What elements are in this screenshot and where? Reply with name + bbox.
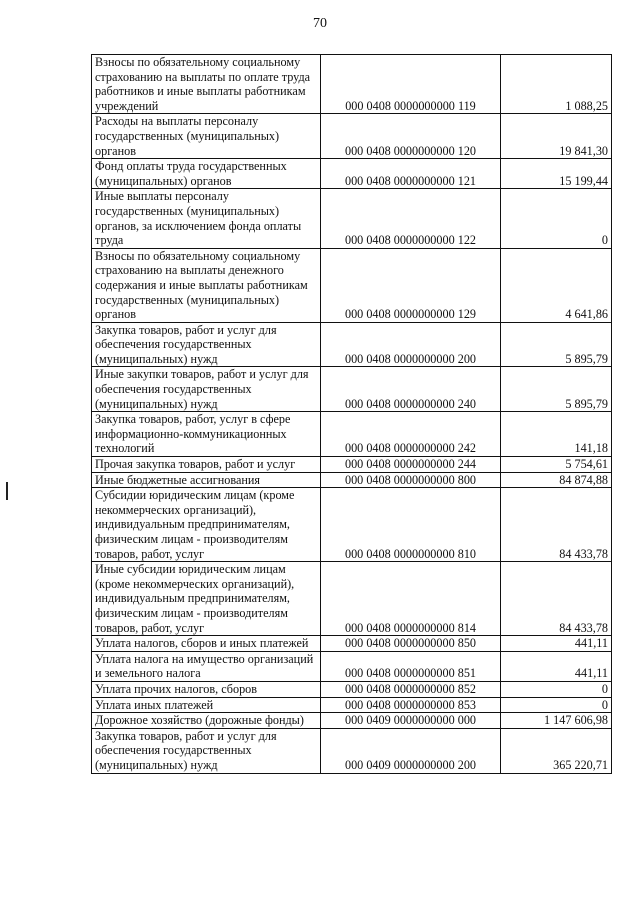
row-code: 000 0408 0000000000 129	[321, 248, 501, 322]
row-name: Фонд оплаты труда государственных (муниципальных) органов	[92, 159, 321, 189]
row-sum: 141,18	[501, 412, 612, 457]
row-sum: 19 841,30	[501, 114, 612, 159]
row-sum: 5 754,61	[501, 457, 612, 473]
table-row	[92, 713, 612, 729]
row-sum: 441,11	[501, 651, 612, 681]
row-code: 000 0408 0000000000 119	[321, 55, 501, 114]
row-code: 000 0408 0000000000 200	[321, 322, 501, 367]
table-row	[92, 651, 612, 681]
row-sum: 84 874,88	[501, 472, 612, 488]
row-sum: 1 147 606,98	[501, 713, 612, 729]
row-sum: 15 199,44	[501, 159, 612, 189]
row-name: Уплата налогов, сборов и иных платежей	[92, 636, 321, 652]
row-code: 000 0408 0000000000 853	[321, 697, 501, 713]
row-code: 000 0408 0000000000 121	[321, 159, 501, 189]
row-name: Уплата прочих налогов, сборов	[92, 681, 321, 697]
table-row	[92, 681, 612, 697]
row-code: 000 0408 0000000000 244	[321, 457, 501, 473]
row-name: Субсидии юридическим лицам (кроме некоммерческих организаций), индивидуальным предпринимателям, физическим лицам - производителям товаров, работ, услуг	[92, 488, 321, 562]
row-name: Закупка товаров, работ и услуг для обеспечения государственных (муниципальных) нужд	[92, 322, 321, 367]
row-sum: 5 895,79	[501, 322, 612, 367]
row-name: Иные закупки товаров, работ и услуг для обеспечения государственных (муниципальных) нужд	[92, 367, 321, 412]
row-sum: 4 641,86	[501, 248, 612, 322]
row-name: Иные бюджетные ассигнования	[92, 472, 321, 488]
table-row	[92, 488, 612, 562]
row-name: Уплата иных платежей	[92, 697, 321, 713]
table-row	[92, 457, 612, 473]
row-sum: 0	[501, 189, 612, 248]
row-code: 000 0409 0000000000 200	[321, 728, 501, 773]
row-code: 000 0408 0000000000 240	[321, 367, 501, 412]
row-sum: 0	[501, 681, 612, 697]
row-sum: 441,11	[501, 636, 612, 652]
table-row	[92, 728, 612, 773]
row-sum: 1 088,25	[501, 55, 612, 114]
row-sum: 84 433,78	[501, 562, 612, 636]
row-name: Прочая закупка товаров, работ и услуг	[92, 457, 321, 473]
row-name: Иные выплаты персоналу государственных (муниципальных) органов, за исключением фонда оплаты труда	[92, 189, 321, 248]
budget-table	[91, 54, 612, 774]
row-name: Закупка товаров, работ, услуг в сфере информационно-коммуникационных технологий	[92, 412, 321, 457]
row-code: 000 0408 0000000000 852	[321, 681, 501, 697]
row-name: Взносы по обязательному социальному страхованию на выплаты денежного содержания и иные выплаты работникам государственных (муниципальных) органов	[92, 248, 321, 322]
row-sum: 84 433,78	[501, 488, 612, 562]
row-code: 000 0408 0000000000 814	[321, 562, 501, 636]
budget-table-body	[92, 55, 612, 774]
row-sum: 365 220,71	[501, 728, 612, 773]
table-row	[92, 412, 612, 457]
row-sum: 0	[501, 697, 612, 713]
row-name: Дорожное хозяйство (дорожные фонды)	[92, 713, 321, 729]
row-sum: 5 895,79	[501, 367, 612, 412]
table-row	[92, 189, 612, 248]
row-code: 000 0409 0000000000 000	[321, 713, 501, 729]
table-row	[92, 248, 612, 322]
row-name: Иные субсидии юридическим лицам (кроме некоммерческих организаций), индивидуальным предпринимателям, физическим лицам - производителям товаров, работ, услуг	[92, 562, 321, 636]
table-row	[92, 159, 612, 189]
row-code: 000 0408 0000000000 242	[321, 412, 501, 457]
row-name: Расходы на выплаты персоналу государственных (муниципальных) органов	[92, 114, 321, 159]
row-code: 000 0408 0000000000 810	[321, 488, 501, 562]
row-code: 000 0408 0000000000 850	[321, 636, 501, 652]
row-code: 000 0408 0000000000 122	[321, 189, 501, 248]
row-code: 000 0408 0000000000 120	[321, 114, 501, 159]
row-name: Взносы по обязательному социальному страхованию на выплаты по оплате труда работников и иные выплаты работникам учреждений	[92, 55, 321, 114]
page-number: 70	[313, 16, 327, 31]
row-code: 000 0408 0000000000 851	[321, 651, 501, 681]
table-row	[92, 367, 612, 412]
row-code: 000 0408 0000000000 800	[321, 472, 501, 488]
table-row	[92, 697, 612, 713]
margin-mark	[6, 482, 8, 500]
table-row	[92, 472, 612, 488]
table-row	[92, 55, 612, 114]
row-name: Закупка товаров, работ и услуг для обеспечения государственных (муниципальных) нужд	[92, 728, 321, 773]
table-row	[92, 114, 612, 159]
table-row	[92, 562, 612, 636]
table-row	[92, 322, 612, 367]
row-name: Уплата налога на имущество организаций и земельного налога	[92, 651, 321, 681]
table-row	[92, 636, 612, 652]
